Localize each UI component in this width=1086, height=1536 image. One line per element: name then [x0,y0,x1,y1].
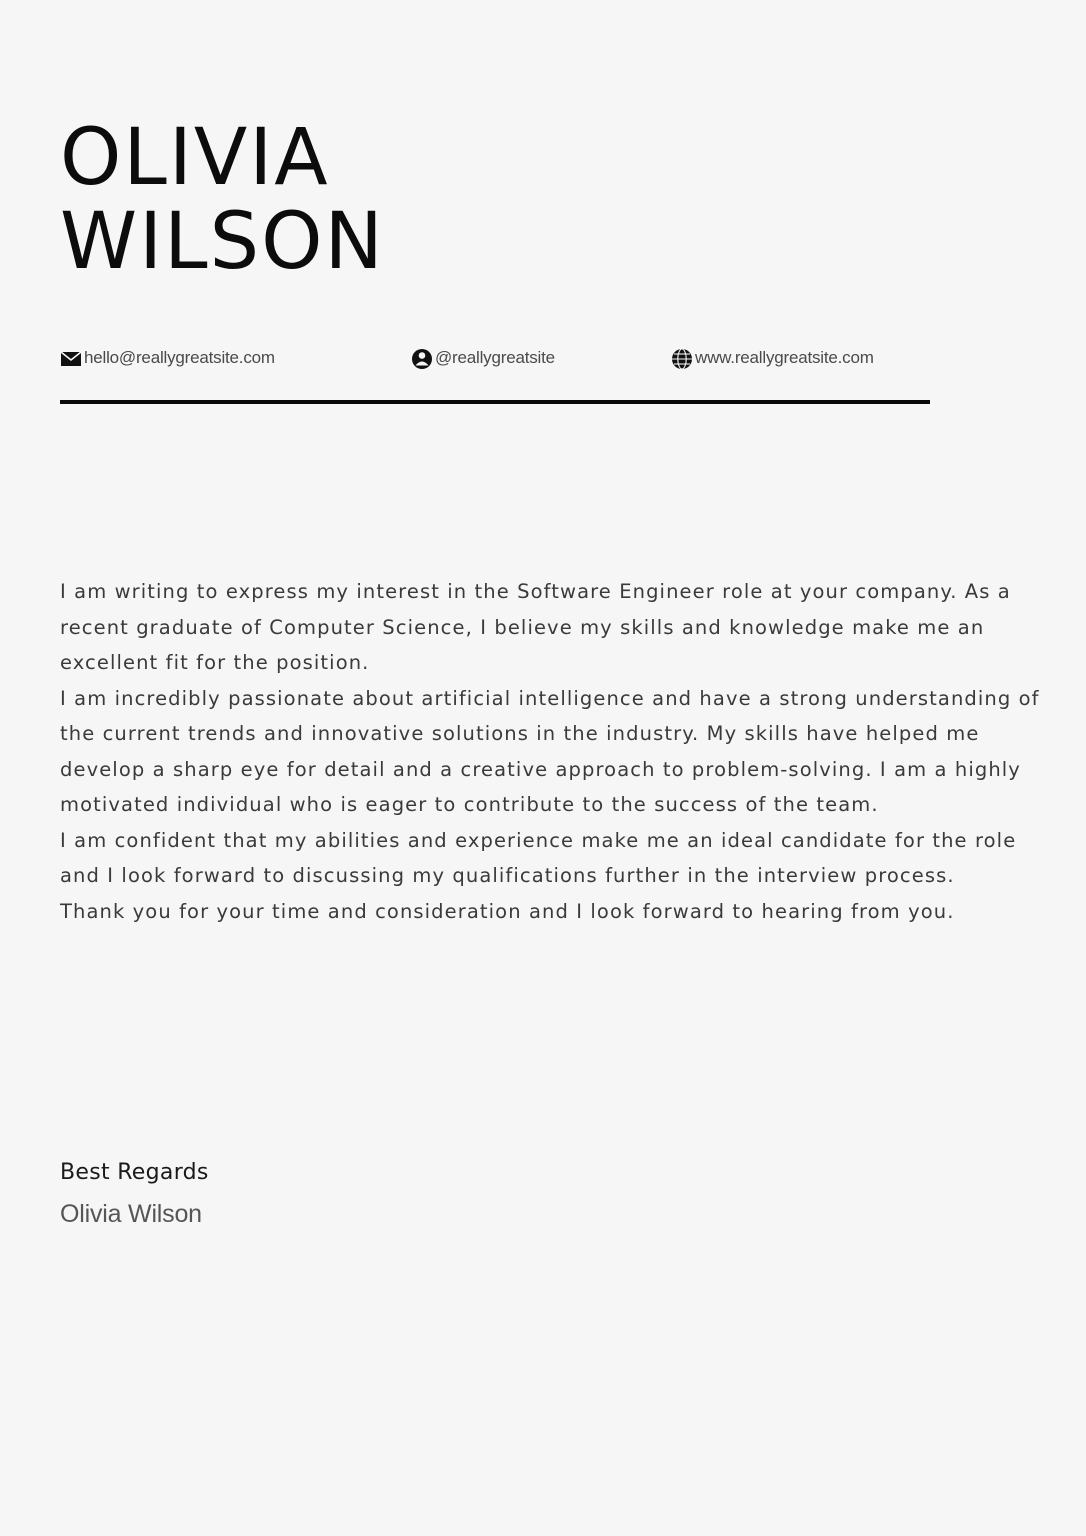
email-text: hello@reallygreatsite.com [84,348,275,367]
user-circle-icon [411,347,433,369]
globe-icon [671,347,693,369]
letter-paragraph: I am confident that my abilities and experience make me an ideal candidate for the role and I look forward to discussing my qualifications further in the interview process. [60,828,1017,887]
website-text: www.reallygreatsite.com [695,348,874,367]
envelope-icon [60,347,82,369]
letter-paragraph: I am incredibly passionate about artificial intelligence and have a strong understanding of the current trends and innovative solutions in the industry. My skills have helped me develop a sharp eye for detail and a creative approach to problem-solving. I am a highly motivated individual who is eager to contribute to the success of the team. [60,686,1040,816]
social-handle-text: @reallygreatsite [435,348,555,367]
closing-phrase: Best Regards [60,1160,209,1185]
signature-name: Olivia Wilson [60,1200,202,1228]
first-name: OLIVIA [60,113,330,203]
contact-website [671,344,874,372]
letter-paragraph: Thank you for your time and consideration and I look forward to hearing from you. [60,899,955,923]
letter-paragraph: I am writing to express my interest in the Software Engineer role at your company. As a recent graduate of Computer Science, I believe my skills and knowledge make me an excellent fit for the position. [60,580,1011,674]
header-divider [60,400,930,404]
last-name: WILSON [60,197,385,287]
letter-body [60,574,1050,929]
applicant-name [60,113,385,287]
contact-email [60,344,275,372]
contact-social [411,344,555,372]
